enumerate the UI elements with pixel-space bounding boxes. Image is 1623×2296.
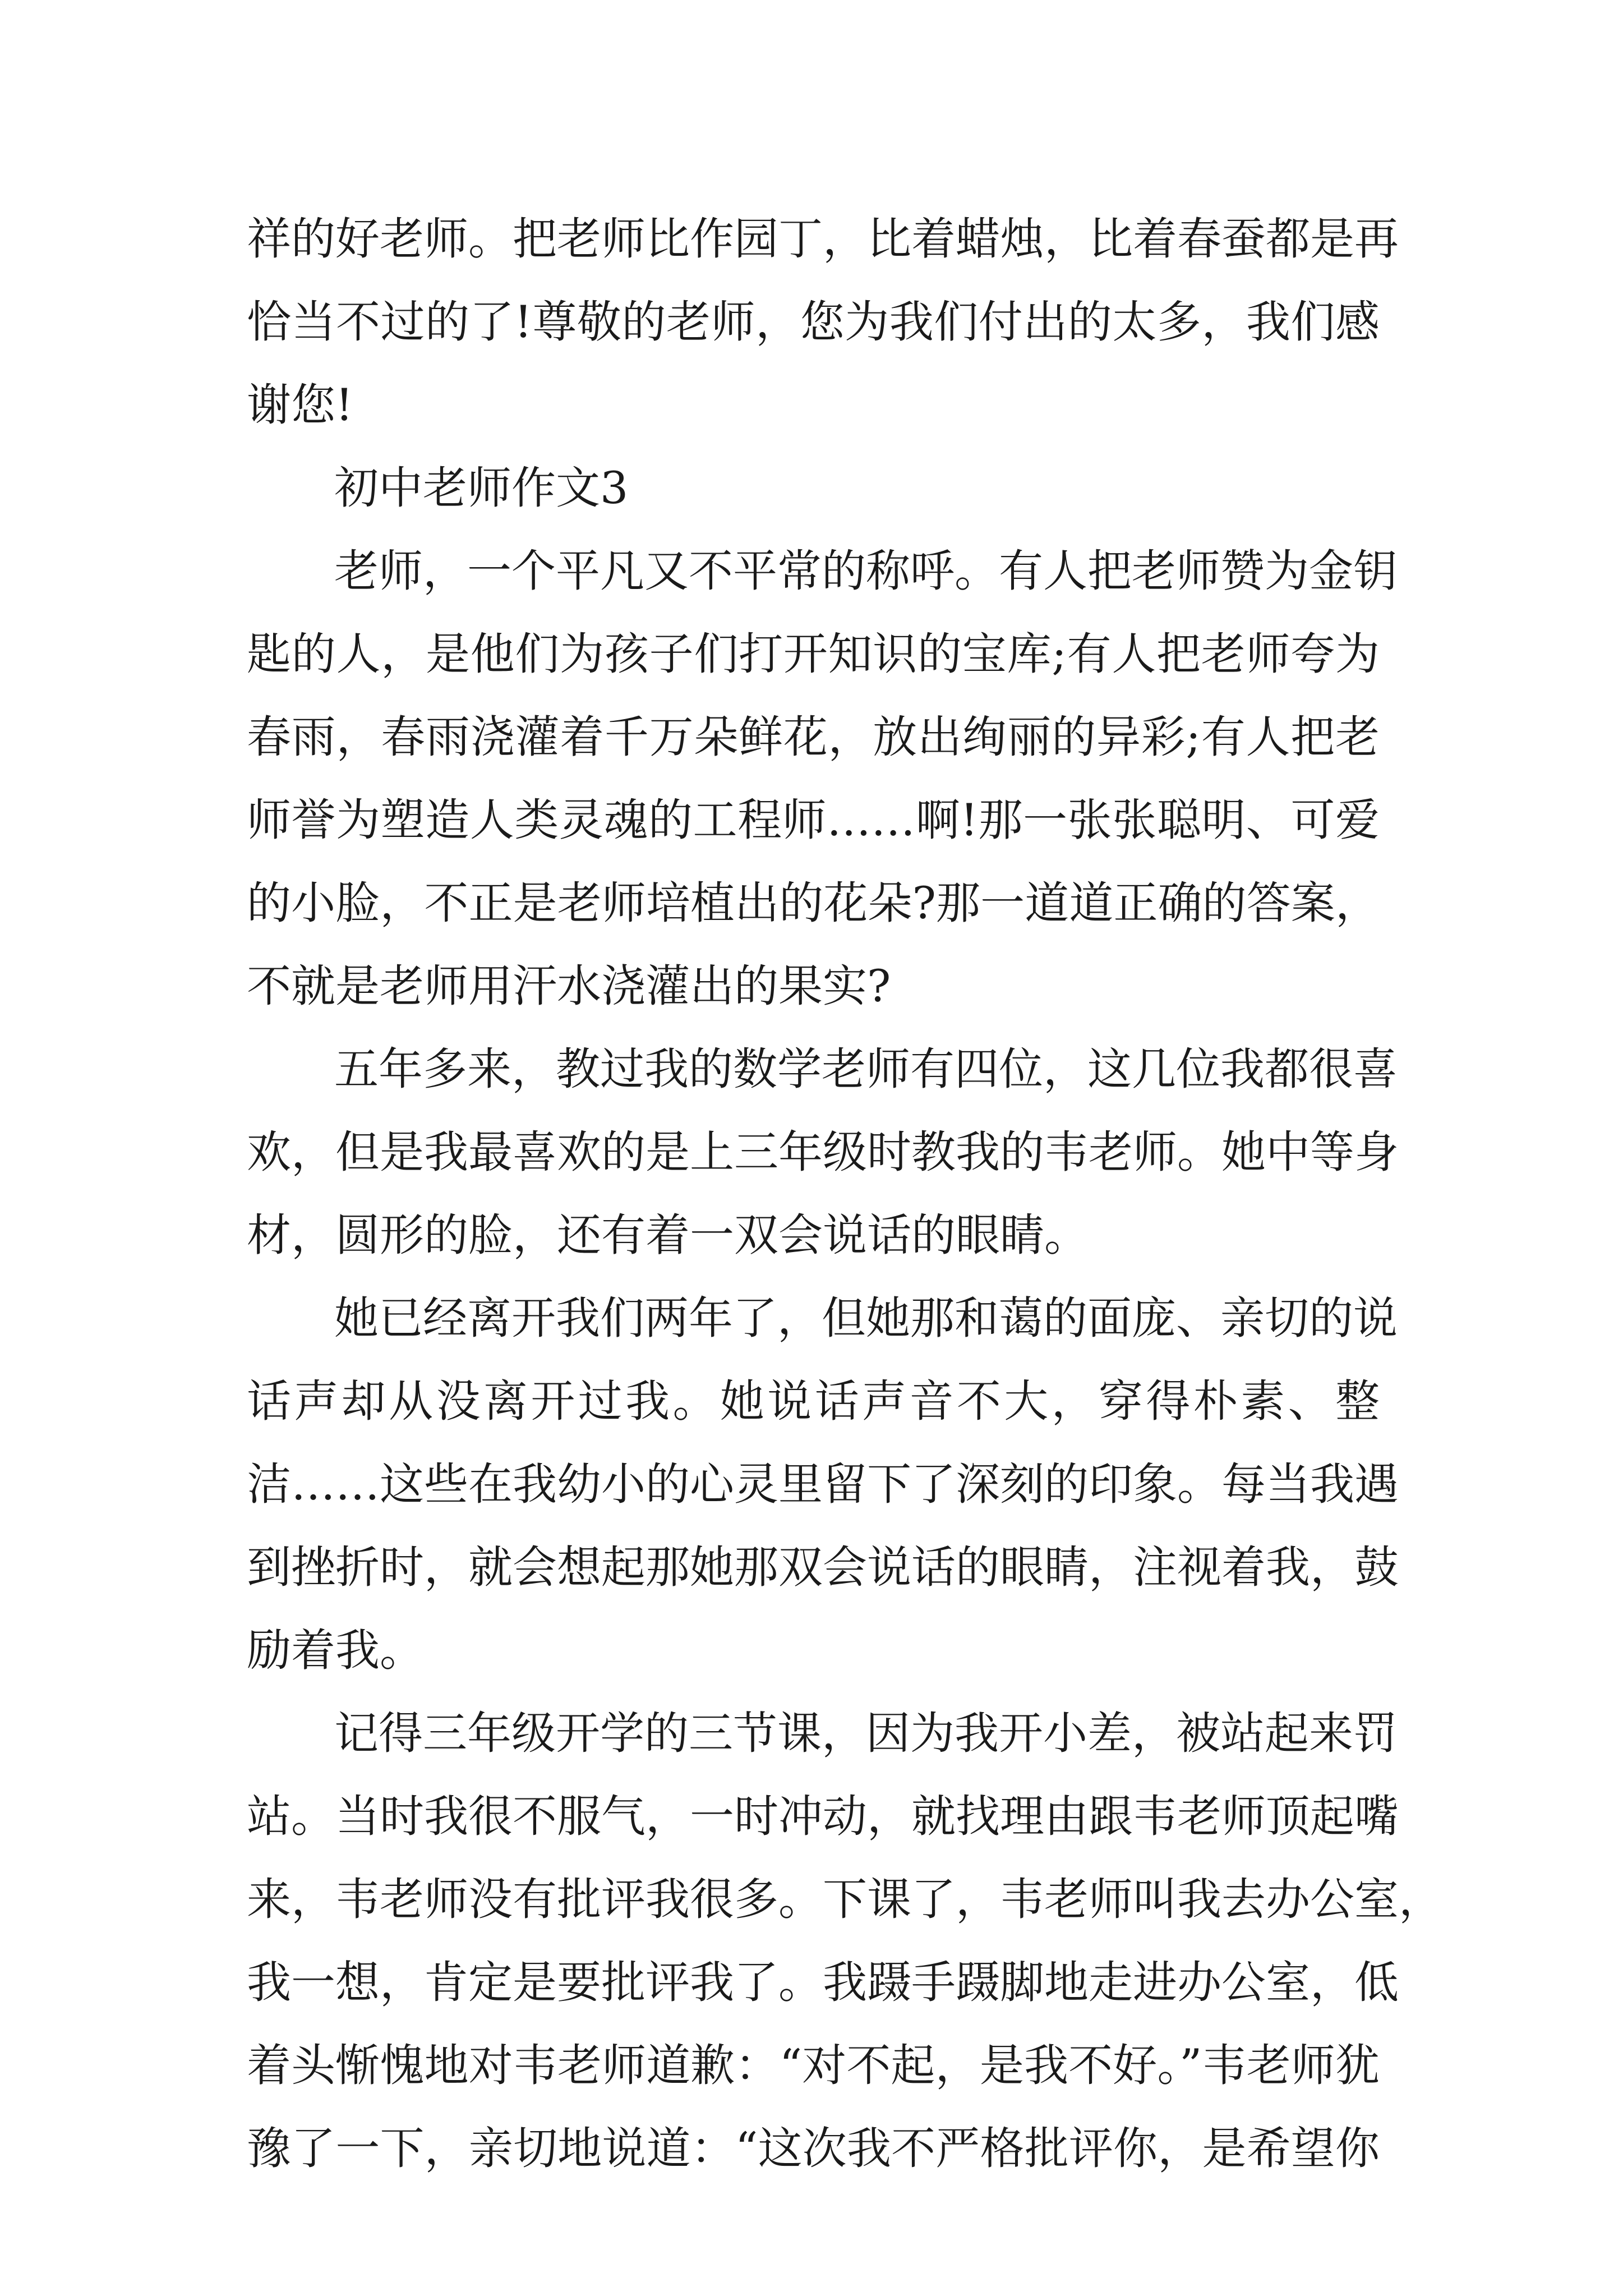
text-line: 五年多来，教过我的数学老师有四位，这几位我都很喜	[334, 1043, 1398, 1095]
text-line: 恰当不过的了!尊敬的老师，您为我们付出的太多，我们感	[247, 296, 1380, 348]
text-line: 励着我。	[247, 1625, 424, 1676]
text-line: 祥的好老师。把老师比作园丁，比着蜡烛，比着春蚕都是再	[247, 213, 1399, 265]
text-line: 老师，一个平凡又不平常的称呼。有人把老师赞为金钥	[334, 545, 1398, 597]
section-heading: 初中老师作文3	[334, 462, 629, 514]
text-line: 到挫折时，就会想起那她那双会说话的眼睛，注视着我，鼓	[247, 1542, 1399, 1593]
text-line: 洁……这些在我幼小的心灵里留下了深刻的印象。每当我遇	[247, 1458, 1399, 1510]
text-line: 不就是老师用汗水浇灌出的果实?	[247, 960, 891, 1012]
text-line: 匙的人，是他们为孩子们打开知识的宝库;有人把老师夸为	[247, 628, 1380, 680]
text-line: 师誉为塑造人类灵魂的工程师……啊!那一张张聪明、可爱	[247, 794, 1380, 846]
text-line: 谢您!	[247, 379, 353, 431]
text-line: 她已经离开我们两年了，但她那和蔼的面庞、亲切的说	[334, 1292, 1398, 1344]
text-line: 着头惭愧地对韦老师道歉：“对不起，是我不好。”韦老师犹	[247, 2040, 1380, 2091]
text-line: 豫了一下，亲切地说道：“这次我不严格批评你，是希望你	[247, 2123, 1380, 2174]
text-line: 的小脸，不正是老师培植出的花朵?那一道道正确的答案，	[247, 877, 1380, 929]
text-line: 记得三年级开学的三节课，因为我开小差，被站起来罚	[334, 1708, 1398, 1759]
text-line: 站。当时我很不服气，一时冲动，就找理由跟韦老师顶起嘴	[247, 1791, 1399, 1842]
text-line: 我一想，肯定是要批评我了。我蹑手蹑脚地走进办公室，低	[247, 1957, 1399, 2008]
text-line: 材，圆形的脸，还有着一双会说话的眼睛。	[247, 1209, 1089, 1261]
text-line: 话声却从没离开过我。她说话声音不大，穿得朴素、整	[247, 1375, 1380, 1427]
text-line: 欢，但是我最喜欢的是上三年级时教我的韦老师。她中等身	[247, 1126, 1399, 1178]
text-line: 春雨，春雨浇灌着千万朵鲜花，放出绚丽的异彩;有人把老	[247, 711, 1380, 763]
text-line: 来，韦老师没有批评我很多。下课了，韦老师叫我去办公室，	[247, 1874, 1443, 1925]
